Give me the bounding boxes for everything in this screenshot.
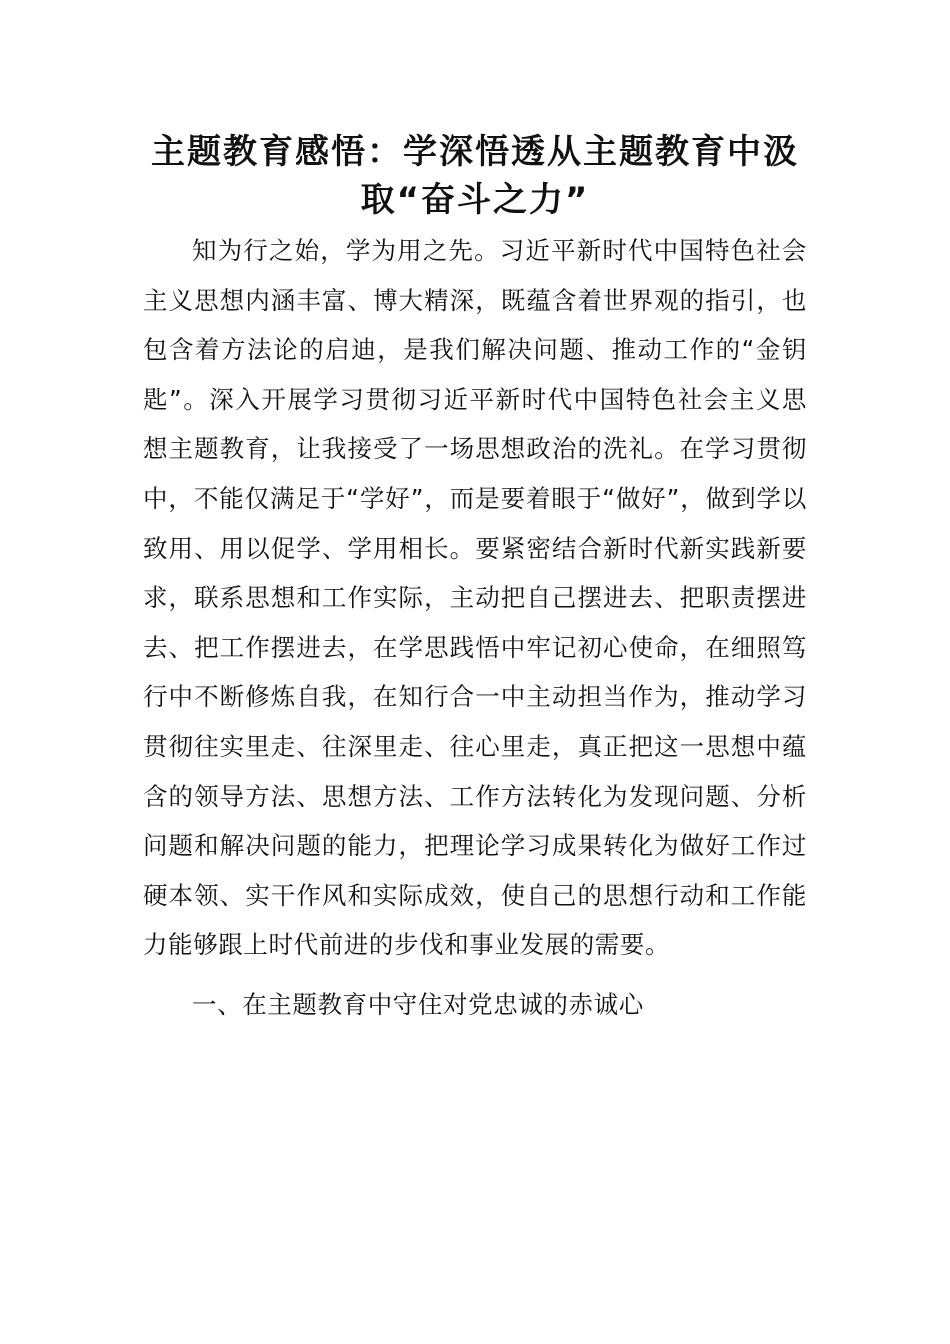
section-heading: 一、在主题教育中守住对党忠诚的赤诚心 <box>192 989 644 1019</box>
document-title: 主题教育感悟：学深悟透从主题教育中汲取“奋斗之力” <box>151 132 799 220</box>
document-body <box>143 226 807 1030</box>
body-paragraph: 知为行之始，学为用之先。习近平新时代中国特色社会主义思想内涵丰富、博大精深，既蕴含着世界观的指引，也包含着方法论的启迪，是我们解决问题、推动工作的“金钥匙”。深入开展学习贯彻习近平新时代中国特色社会主义思想主题教育，让我接受了一场思想政治的洗礼。在学习贯彻中，不能仅满足于“学好”，而是要着眼于“做好”，做到学以致用、用以促学、学用相长。要紧密结合新时代新实践新要求，联系思想和工作实际，主动把自己摆进去、把职责摆进去、把工作摆进去，在学思践悟中牢记初心使命，在细照笃行中不断修炼自我，在知行合一中主动担当作为，推动学习贯彻往实里走、往深里走、往心里走，真正把这一思想中蕴含的领导方法、思想方法、工作方法转化为发现问题、分析问题和解决问题的能力，把理论学习成果转化为做好工作过硬本领、实干作风和实际成效，使自己的思想行动和工作能力能够跟上时代前进的步伐和事业发展的需要。 <box>143 236 807 960</box>
